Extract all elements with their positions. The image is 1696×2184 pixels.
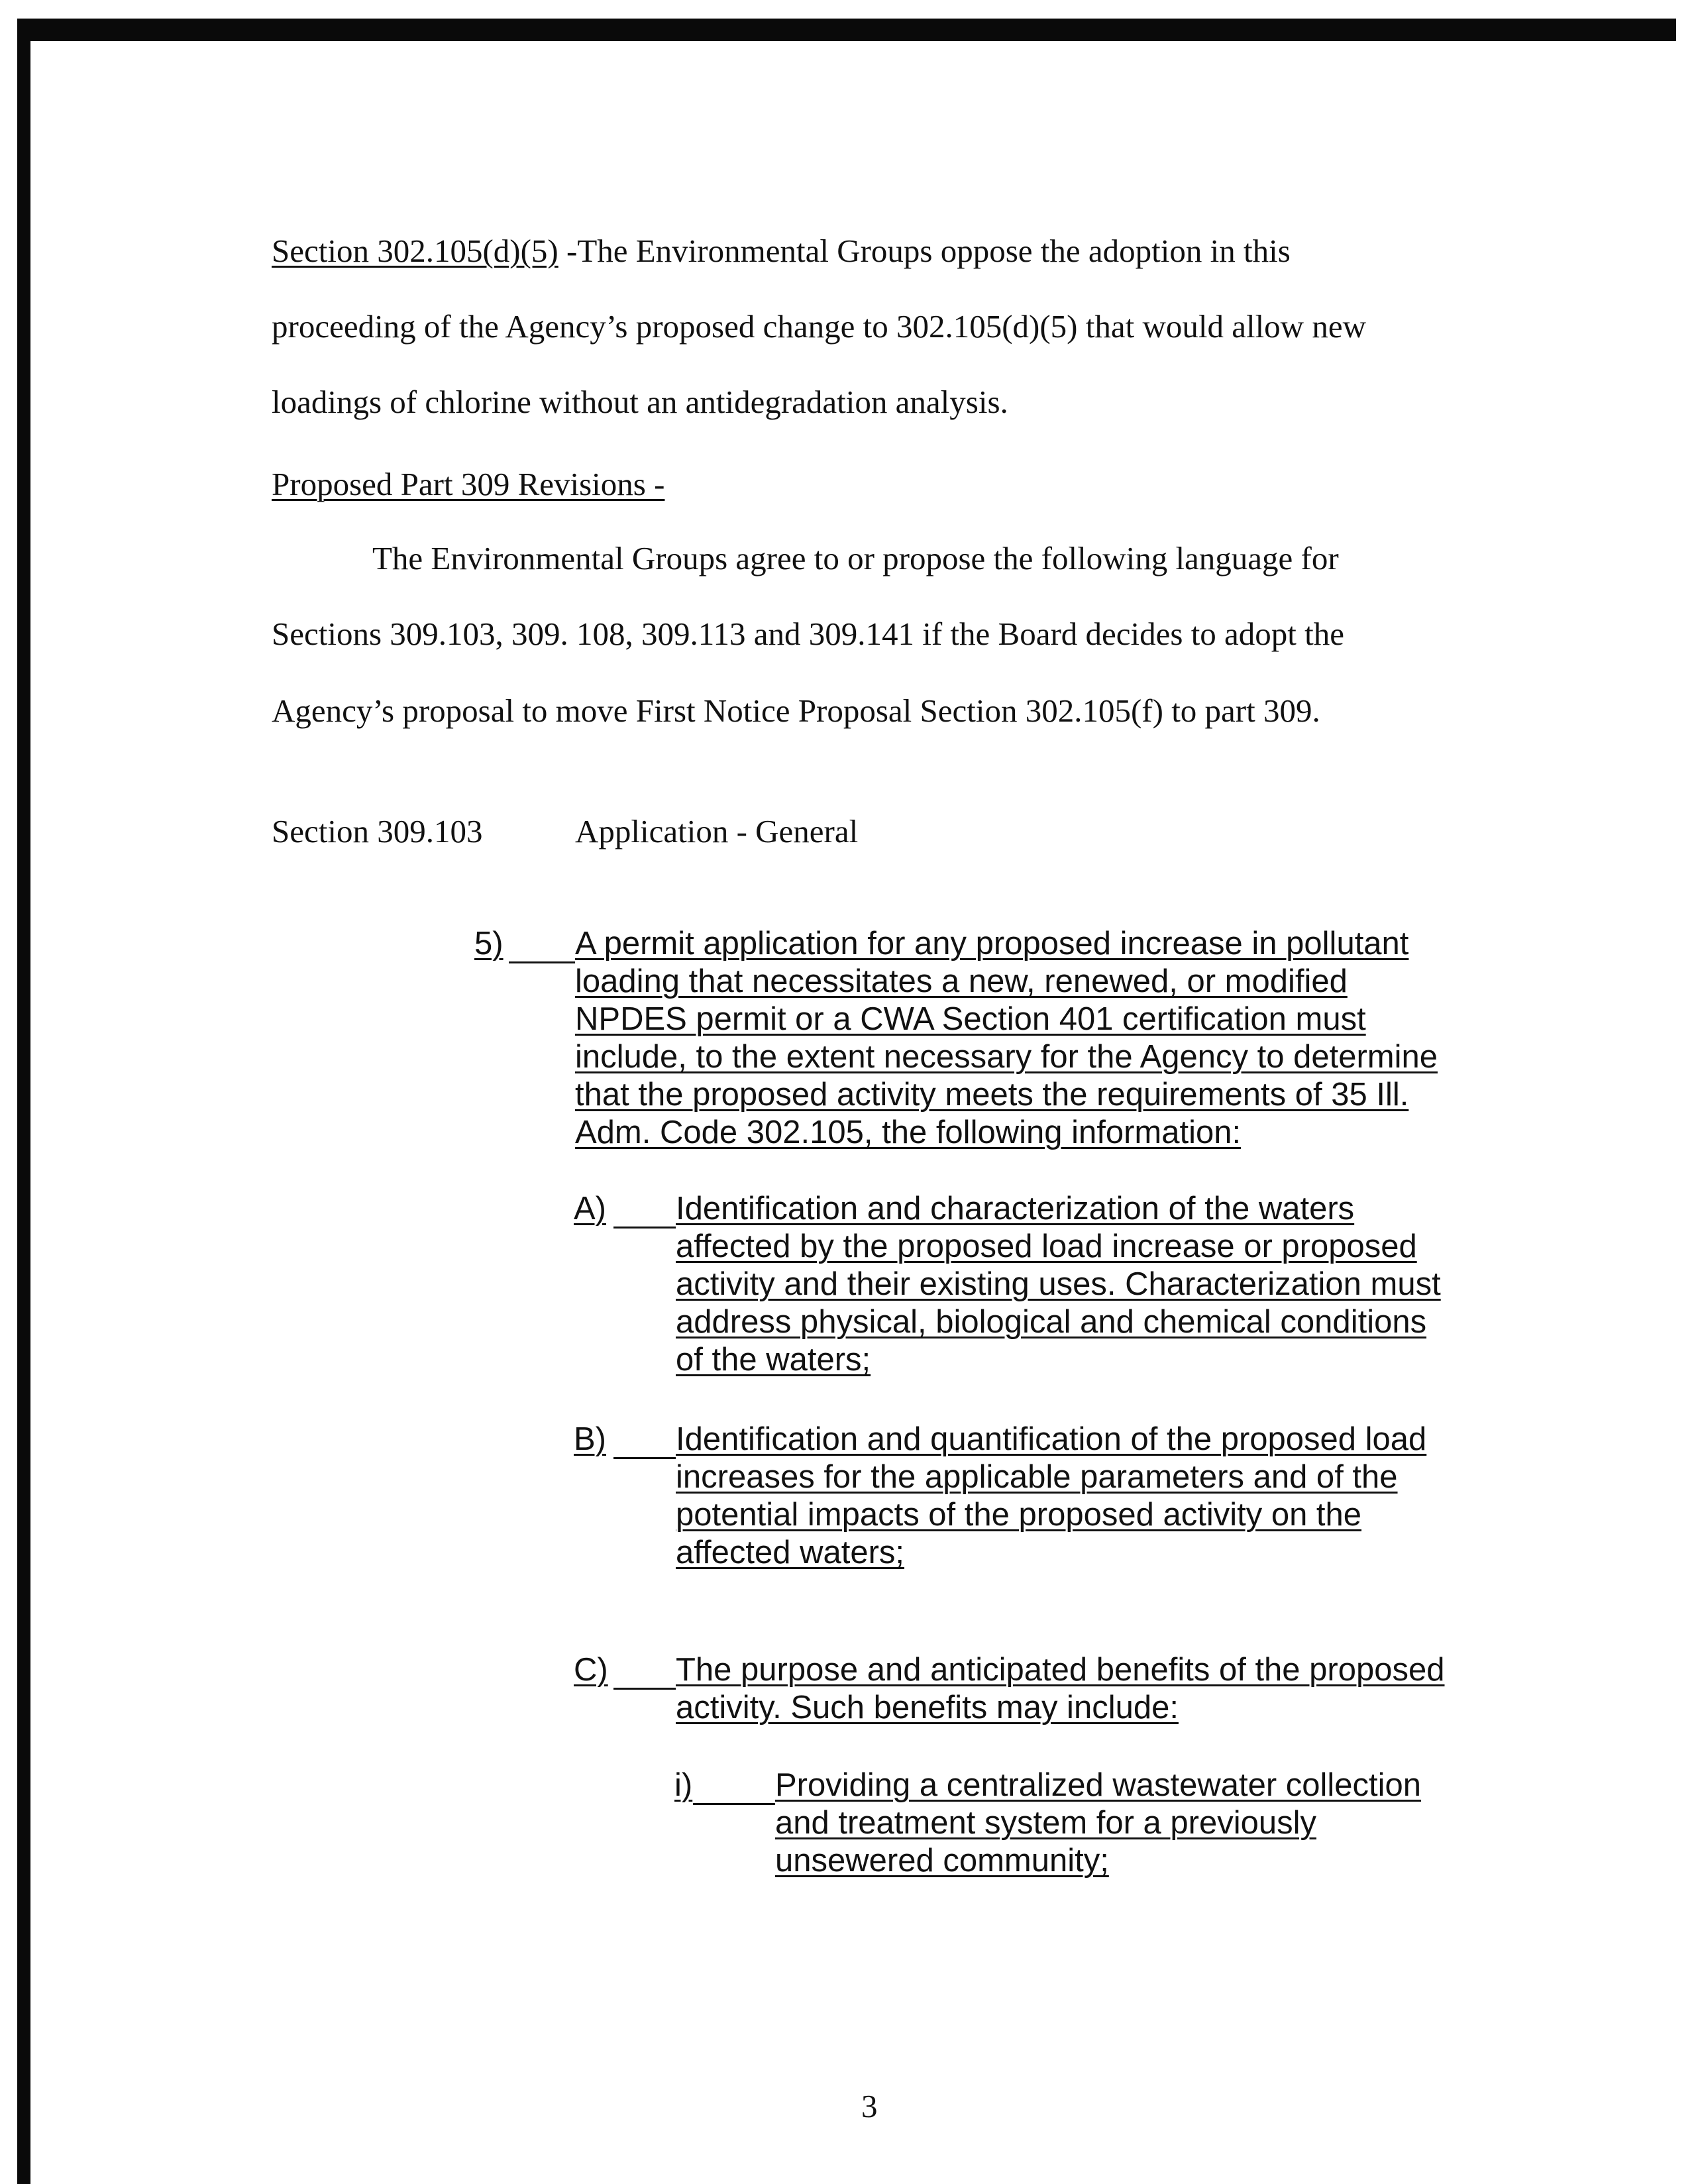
- item-5-line-1: A permit application for any proposed increase in pollutant: [575, 926, 1409, 961]
- item-c-tab-underline: [613, 1688, 676, 1690]
- item-a-line-2: affected by the proposed load increase or proposed: [676, 1228, 1417, 1264]
- item-ci-label: i): [674, 1767, 693, 1803]
- part-309-para-line-1: The Environmental Groups agree to or propose the following language for: [372, 540, 1339, 576]
- item-ci-line-1: Providing a centralized wastewater collection: [775, 1767, 1422, 1803]
- item-b-line-2: increases for the applicable parameters and of the: [676, 1459, 1398, 1495]
- item-5-label: 5): [474, 926, 504, 961]
- part-309-para-line-2: Sections 309.103, 309. 108, 309.113 and 309.141 if the Board decides to adopt the: [272, 616, 1345, 652]
- item-a-tab-underline: [613, 1227, 676, 1228]
- item-5-line-3: NPDES permit or a CWA Section 401 certification must: [575, 1001, 1366, 1037]
- item-c-line-1: The purpose and anticipated benefits of the proposed: [676, 1652, 1445, 1688]
- item-b-line-4: affected waters;: [676, 1535, 905, 1570]
- item-b-tab-underline: [613, 1457, 676, 1459]
- item-5-line-5: that the proposed activity meets the requirements of 35 Ill.: [575, 1077, 1409, 1113]
- section-309-103-title: Application - General: [575, 813, 859, 849]
- item-a-line-4: address physical, biological and chemical conditions: [676, 1304, 1427, 1340]
- item-5-line-4: include, to the extent necessary for the Agency to determine: [575, 1039, 1438, 1075]
- item-b-line-3: potential impacts of the proposed activity on the: [676, 1497, 1362, 1533]
- item-ci-tab-underline: [693, 1803, 775, 1805]
- item-a-line-3: activity and their existing uses. Characterization must: [676, 1266, 1441, 1302]
- item-5-tab-underline: [509, 961, 575, 963]
- page-number: 3: [861, 2088, 878, 2124]
- section-302-line-3: loadings of chlorine without an antidegradation analysis.: [272, 384, 1008, 420]
- section-309-103-number: Section 309.103: [272, 813, 483, 849]
- section-302-line-2: proceeding of the Agency’s proposed change to 302.105(d)(5) that would allow new: [272, 308, 1366, 345]
- item-5-line-6: Adm. Code 302.105, the following information:: [575, 1115, 1242, 1150]
- item-ci-line-3: unsewered community;: [775, 1843, 1109, 1879]
- section-302-line-1-text: -The Environmental Groups oppose the adoption in this: [558, 233, 1291, 269]
- section-302-line-1: [272, 235, 1291, 267]
- section-302-heading: Section 302.105(d)(5): [272, 233, 558, 269]
- scan-border-left: [17, 19, 30, 2184]
- part-309-para-line-3: Agency’s proposal to move First Notice Proposal Section 302.105(f) to part 309.: [272, 692, 1320, 729]
- item-a-line-1: Identification and characterization of the waters: [676, 1191, 1355, 1227]
- item-b-label: B): [574, 1421, 606, 1457]
- item-c-line-2: activity. Such benefits may include:: [676, 1690, 1179, 1725]
- scan-border-top: [20, 19, 1676, 41]
- item-c-label: C): [574, 1652, 608, 1688]
- item-a-line-5: of the waters;: [676, 1342, 871, 1378]
- part-309-heading: Proposed Part 309 Revisions -: [272, 466, 665, 502]
- item-b-line-1: Identification and quantification of the proposed load: [676, 1421, 1427, 1457]
- item-ci-line-2: and treatment system for a previously: [775, 1805, 1317, 1841]
- item-a-label: A): [574, 1191, 606, 1227]
- item-5-line-2: loading that necessitates a new, renewed, or modified: [575, 963, 1348, 999]
